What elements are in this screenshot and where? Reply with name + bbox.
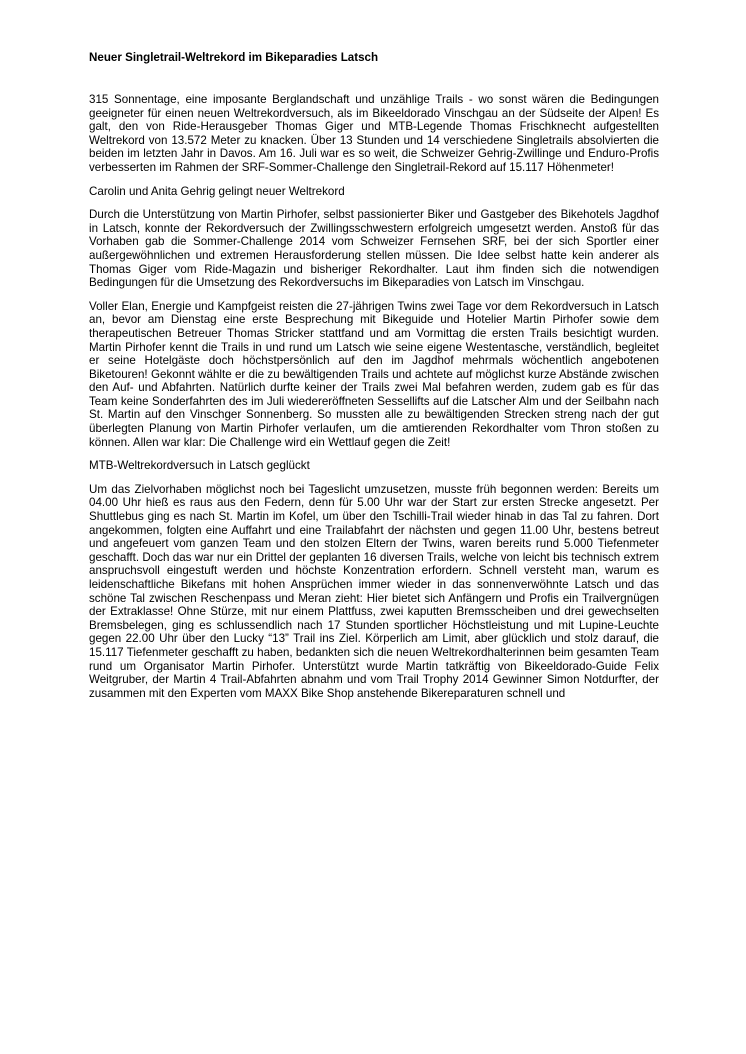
- paragraph-record-day: Um das Zielvorhaben möglichst noch bei Tageslicht umzusetzen, musste früh begonnen werden: Bereits um 04.00 Uhr hieß es raus aus den Federn, denn für 5.00 Uhr war der Start zur ersten Strecke angesetzt. Per Shuttlebus ging es nach St. Martin im Kofel, um über den Tschilli-Trail wieder hinab in das Tal zu fahren. Dort angekommen, folgten eine Auffahrt und eine Trailabfahrt der nächsten und gegen 11.00 Uhr, bestens betreut und angefeuert vom ganzen Team und den stolzen Eltern der Twins, waren bereits rund 5.000 Tiefenmeter geschafft. Doch das war nur ein Drittel der geplanten 16 diversen Trails, welche von leicht bis technisch extrem anspruchsvoll eingestuft werden und höchste Konzentration erfordern. Schnell versteht man, warum es leidenschaftliche Bikefans mit hohen Ansprüchen immer wieder in das sonnenverwöhnte Latsch und das schöne Tal zwischen Reschenpass und Meran zieht: Hier bietet sich Anfängern und Profis ein Trailvergnügen der Extraklasse! Ohne Stürze, mit nur einem Plattfuss, zwei kaputten Bremsscheiben und drei gewechselten Bremsbelegen, ging es schlussendlich nach 17 Stunden sportlicher Höchstleistung und mit Lupine-Leuchte gegen 22.00 Uhr über den Lucky “13” Trail ins Ziel. Körperlich am Limit, aber glücklich und stolz darauf, die 15.117 Tiefenmeter geschafft zu haben, bedankten sich die neuen Weltrekordhalterinnen beim gesamten Team rund um Organisator Martin Pirhofer. Unterstützt wurde Martin tatkräftig von Bikeeldorado-Guide Felix Weitgruber, der Martin 4 Trail-Abfahrten abnahm und vom Trail Trophy 2014 Gewinner Simon Notdurfter, der zusammen mit den Experten vom MAXX Bike Shop anstehende Bikereparaturen schnell und: [89, 482, 659, 700]
- paragraph-intro: 315 Sonnentage, eine imposante Berglandschaft und unzählige Trails - wo sonst wären die Bedingungen geeigneter für einen neuen Weltrekordversuch, als im Bikeeldorado Vinschgau an der Südseite der Alpen! Es galt, den von Ride-Herausgeber Thomas Giger und MTB-Legende Thomas Frischknecht aufgestellten Weltrekord von 13.572 Meter zu knacken. Über 13 Stunden und 14 verschiedene Singletrails absolvierten die beiden im letzten Jahr in Davos. Am 16. Juli war es so weit, die Schweizer Gehrig-Zwillinge und Enduro-Profis verbesserten im Rahmen der SRF-Sommer-Challenge den Singletrail-Rekord auf 15.117 Höhenmeter!: [89, 93, 659, 174]
- paragraph-support: Durch die Unterstützung von Martin Pirhofer, selbst passionierter Biker und Gastgeber des Bikehotels Jagdhof in Latsch, konnte der Rekordversuch der Zwillingsschwestern erfolgreich umgesetzt werden. Anstoß für das Vorhaben gab die Sommer-Challenge 2014 vom Schweizer Fernsehen SRF, bei der sich Sportler einer außergewöhnlichen und extremen Herausforderung stellen müssen. Die Idee selbst hatte kein anderer als Thomas Giger vom Ride-Magazin und bisheriger Rekordhalter. Laut ihm finden sich die notwendigen Bedingungen für die Umsetzung des Rekordversuchs im Bikeparadies von Latsch im Vinschgau.: [89, 208, 659, 290]
- subheading-new-record: Carolin und Anita Gehrig gelingt neuer Weltrekord: [89, 184, 345, 198]
- document-page: [89, 50, 659, 710]
- subheading-record-success: MTB-Weltrekordversuch in Latsch geglückt: [89, 459, 310, 473]
- document-title: Neuer Singletrail-Weltrekord im Bikeparadies Latsch: [89, 51, 379, 64]
- paragraph-preparation: Voller Elan, Energie und Kampfgeist reisten die 27-jährigen Twins zwei Tage vor dem Rekordversuch in Latsch an, bevor am Dienstag eine erste Besprechung mit Bikeguide und Hotelier Martin Pirhofer sowie dem therapeutischen Betreuer Thomas Stricker stattfand und am Vormittag die ersten Trails besichtigt wurden. Martin Pirhofer kennt die Trails in und rund um Latsch wie seine eigene Westentasche, verständlich, begleitet er seine Hotelgäste doch höchstpersönlich auf den im Jagdhof mehrmals wöchentlich angebotenen Biketouren! Gekonnt wählte er die zu bewältigenden Trails und achtete auf möglichst kurze Abstände zwischen den Auf- und Abfahrten. Natürlich durfte keiner der Trails zwei Mal befahren werden, zudem gab es für das Team keine Sonderfahrten des im Juli wiedereröffneten Sessellifts auf die Latscher Alm und der Seilbahn nach St. Martin auf den Vinschger Sonnenberg. So mussten alle zu bewältigenden Strecken streng nach der gut überlegten Planung von Martin Pirhofer verlaufen, um die amtierenden Rekordhalter vom Thron stoßen zu können. Allen war klar: Die Challenge wird ein Wettlauf gegen die Zeit!: [89, 299, 659, 449]
